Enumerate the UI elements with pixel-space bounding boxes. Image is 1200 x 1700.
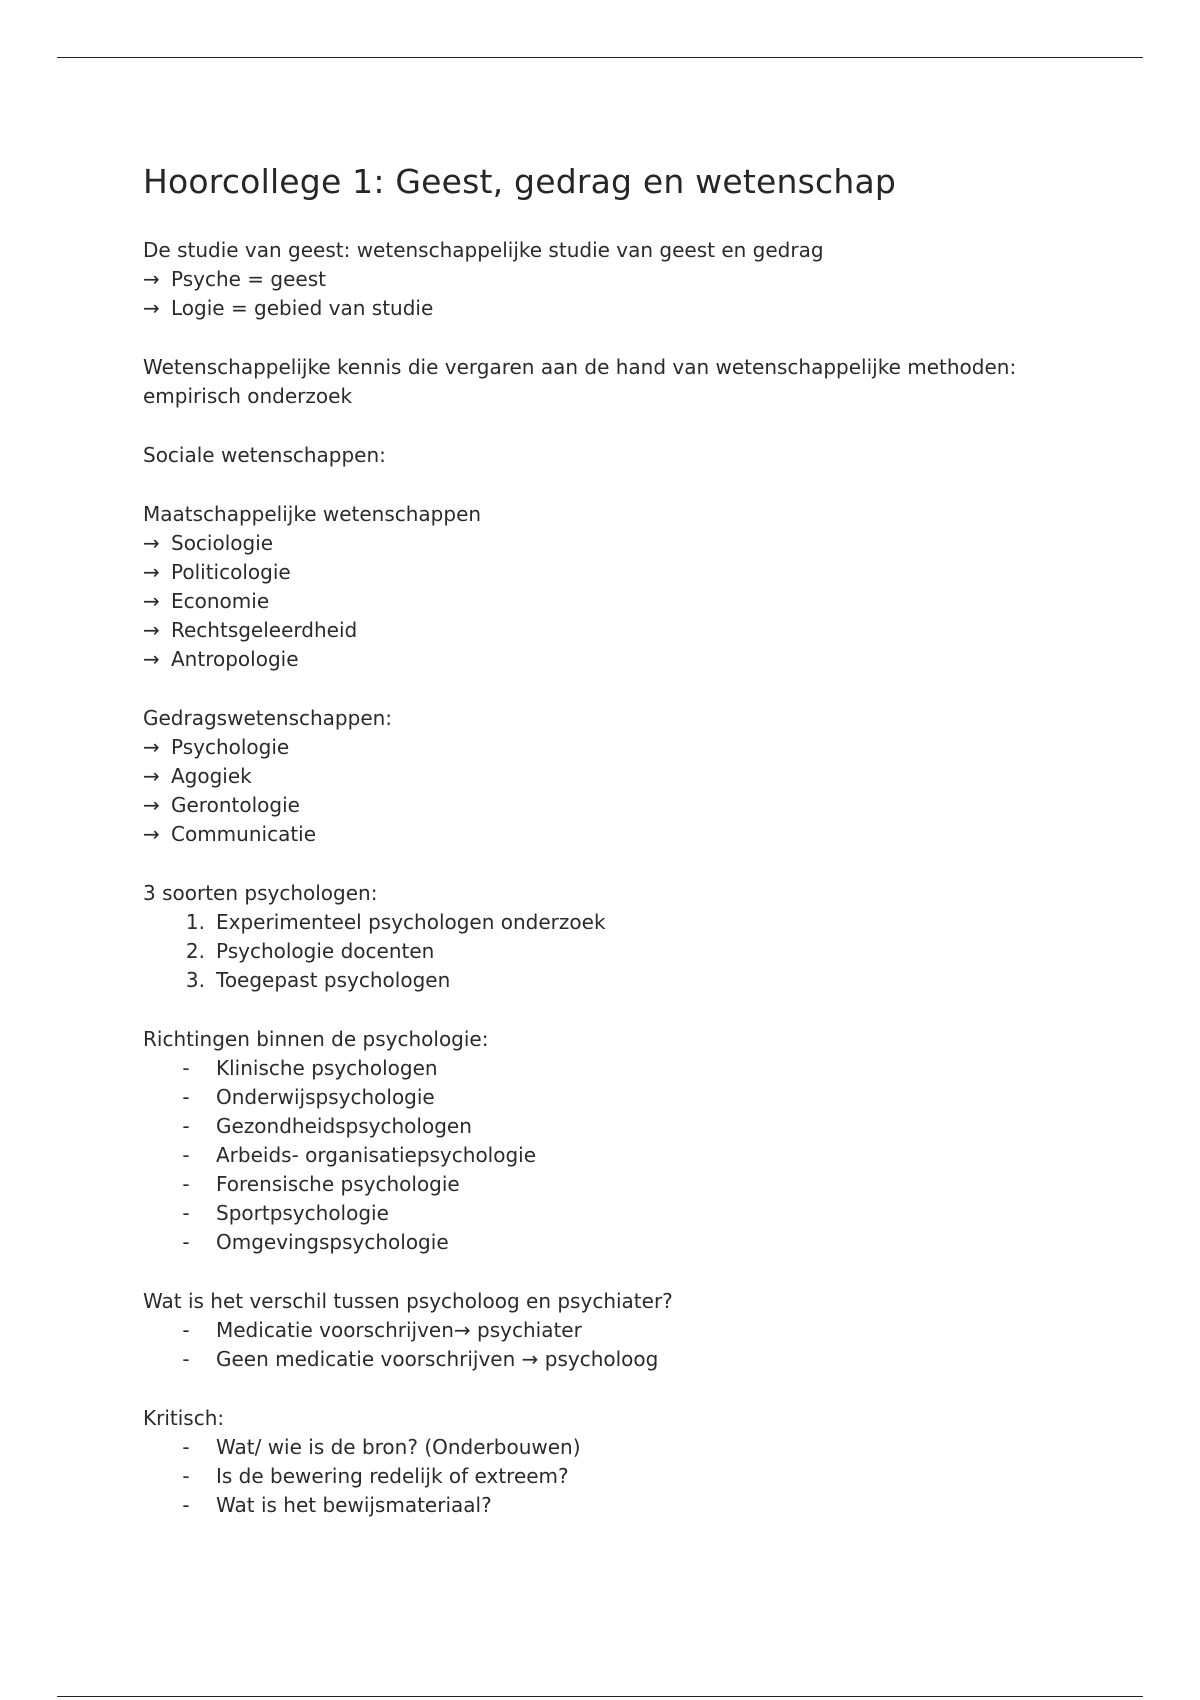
dash-bullet: - — [182, 1056, 190, 1080]
list-number: 3. — [185, 968, 205, 992]
list-item: - Forensische psychologie — [143, 1170, 1143, 1199]
arrow-icon: → — [143, 560, 160, 584]
list-item: → Antropologie — [143, 645, 1143, 674]
section-psychologist-vs-psychiatrist — [143, 1287, 1143, 1374]
list-item: - Omgevingspsychologie — [143, 1228, 1143, 1257]
arrow-icon: → — [143, 531, 160, 555]
arrow-icon: → — [143, 267, 160, 291]
list-item: → Logie = gebied van studie — [143, 294, 1143, 323]
list-item: → Rechtsgeleerdheid — [143, 616, 1143, 645]
arrow-icon: → — [521, 1347, 539, 1371]
page-title: Hoorcollege 1: Geest, gedrag en wetenschap — [143, 162, 897, 201]
arrow-icon: → — [453, 1318, 471, 1342]
list-item: - Wat/ wie is de bron? (Onderbouwen) — [143, 1433, 1143, 1462]
list-item: - Sportpsychologie — [143, 1199, 1143, 1228]
list-item: 2. Psychologie docenten — [143, 937, 1143, 966]
footer-rule — [57, 1696, 1143, 1697]
list-item: - Gezondheidspsychologen — [143, 1112, 1143, 1141]
arrow-icon: → — [143, 589, 160, 613]
list-item: → Agogiek — [143, 762, 1143, 791]
list-item: → Sociologie — [143, 529, 1143, 558]
arrow-icon: → — [143, 764, 160, 788]
header-rule — [57, 57, 1143, 58]
list-item: - Medicatie voorschrijven→ psychiater — [143, 1316, 1143, 1345]
dash-bullet: - — [182, 1201, 190, 1225]
list-item: 3. Toegepast psychologen — [143, 966, 1143, 995]
list-item: - Arbeids- organisatiepsychologie — [143, 1141, 1143, 1170]
section-heading: Gedragswetenschappen: — [143, 706, 393, 730]
dash-list — [143, 1316, 1143, 1374]
section-heading: Richtingen binnen de psychologie: — [143, 1027, 489, 1051]
document-body — [143, 160, 1143, 1550]
section-critical — [143, 1404, 1143, 1520]
intro-text: De studie van geest: wetenschappelijke studie van geest en gedrag — [143, 238, 824, 262]
paragraph-line: Wetenschappelijke kennis die vergaren aan de hand van wetenschappelijke methoden: — [143, 355, 1017, 379]
list-item: - Geen medicatie voorschrijven → psycholoog — [143, 1345, 1143, 1374]
dash-bullet: - — [182, 1085, 190, 1109]
list-item: - Is de bewering redelijk of extreem? — [143, 1462, 1143, 1491]
dash-bullet: - — [182, 1318, 190, 1342]
dash-bullet: - — [182, 1435, 190, 1459]
section-study-of-mind — [143, 236, 1143, 323]
dash-bullet: - — [182, 1172, 190, 1196]
dash-list — [143, 1054, 1143, 1257]
dash-bullet: - — [182, 1464, 190, 1488]
list-number: 1. — [185, 910, 205, 934]
arrow-icon: → — [143, 735, 160, 759]
dash-bullet: - — [182, 1347, 190, 1371]
list-item: → Politicologie — [143, 558, 1143, 587]
arrow-icon: → — [143, 296, 160, 320]
list-number: 2. — [185, 939, 205, 963]
dash-list — [143, 1433, 1143, 1520]
arrow-icon: → — [143, 618, 160, 642]
dash-bullet: - — [182, 1143, 190, 1167]
dash-bullet: - — [182, 1230, 190, 1254]
list-item: 1. Experimenteel psychologen onderzoek — [143, 908, 1143, 937]
list-item: → Psychologie — [143, 733, 1143, 762]
dash-bullet: - — [182, 1493, 190, 1517]
list-item: - Wat is het bewijsmateriaal? — [143, 1491, 1143, 1520]
section-types-of-psychologists — [143, 879, 1143, 995]
section-social-sciences — [143, 441, 1143, 470]
arrow-icon: → — [143, 793, 160, 817]
arrow-icon: → — [143, 822, 160, 846]
section-heading: 3 soorten psychologen: — [143, 881, 378, 905]
numbered-list — [143, 908, 1143, 995]
section-scientific-knowledge — [143, 353, 1143, 411]
list-item: → Economie — [143, 587, 1143, 616]
list-item: → Psyche = geest — [143, 265, 1143, 294]
paragraph-line: empirisch onderzoek — [143, 384, 353, 408]
section-societal-sciences — [143, 500, 1143, 674]
list-item: - Klinische psychologen — [143, 1054, 1143, 1083]
arrow-icon: → — [143, 647, 160, 671]
dash-bullet: - — [182, 1114, 190, 1138]
section-psychology-directions — [143, 1025, 1143, 1257]
section-heading: Wat is het verschil tussen psycholoog en psychiater? — [143, 1289, 673, 1313]
list-item: → Gerontologie — [143, 791, 1143, 820]
list-item: - Onderwijspsychologie — [143, 1083, 1143, 1112]
section-heading: Maatschappelijke wetenschappen — [143, 502, 482, 526]
section-heading: Sociale wetenschappen: — [143, 443, 386, 467]
list-item: → Communicatie — [143, 820, 1143, 849]
section-behavioral-sciences — [143, 704, 1143, 849]
section-heading: Kritisch: — [143, 1406, 225, 1430]
